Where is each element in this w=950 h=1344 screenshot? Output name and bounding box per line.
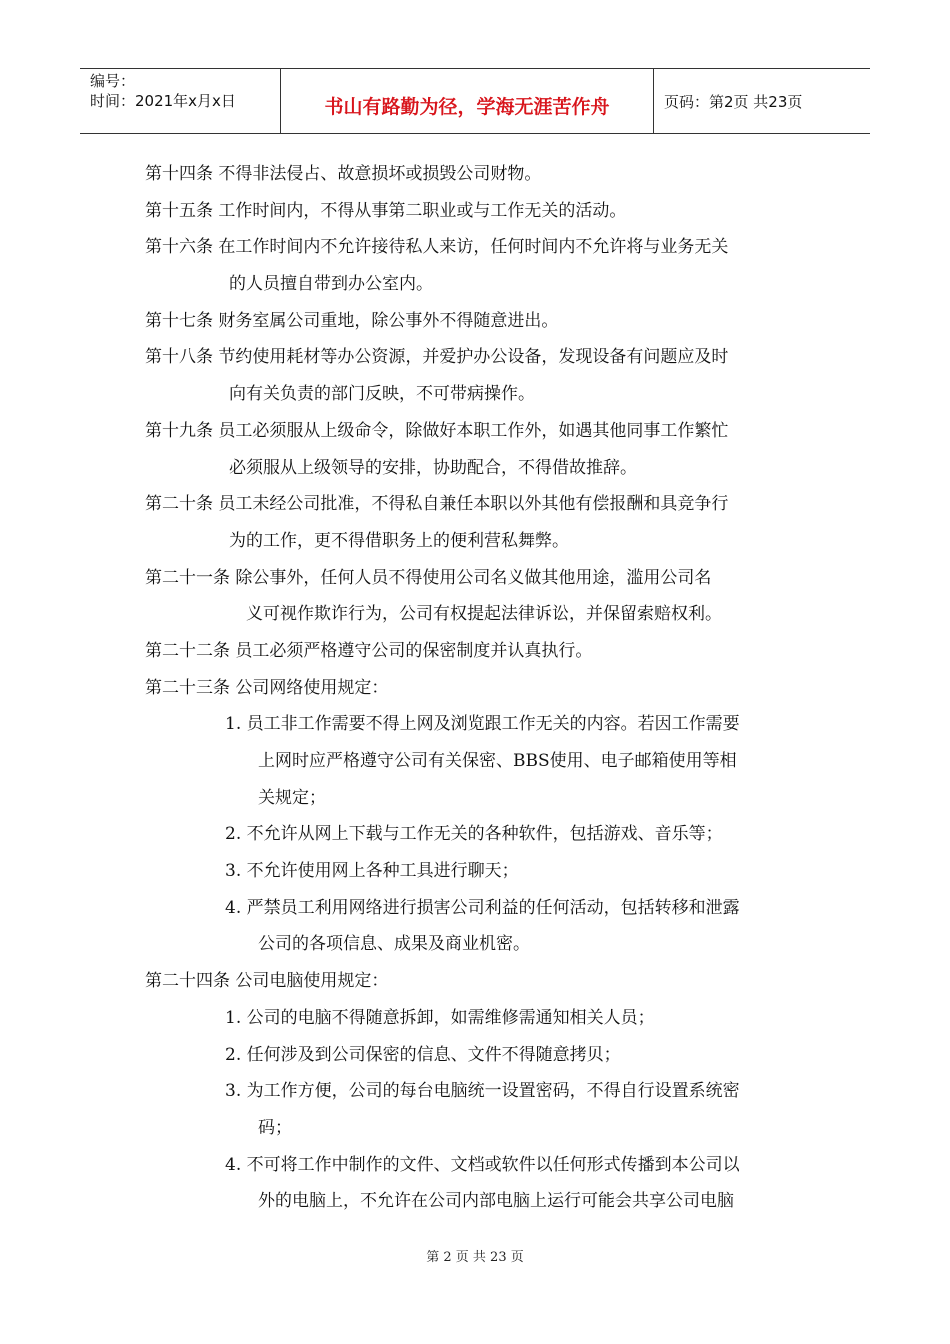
header-page-info: 页码：第2页 共23页: [664, 92, 803, 111]
article-22: 第二十二条 员工必须严格遵守公司的保密制度并认真执行。: [145, 640, 593, 661]
article-24-item-2: 2. 任何涉及到公司保密的信息、文件不得随意拷贝；: [225, 1044, 621, 1065]
article-21: 第二十一条 除公事外，任何人员不得使用公司名义做其他用途，滥用公司名: [145, 567, 712, 588]
article-18-continuation: 向有关负责的部门反映，不可带病操作。: [229, 384, 535, 405]
article-24-item-4: 4. 不可将工作中制作的文件、文档或软件以任何形式传播到本公司以: [225, 1154, 740, 1175]
article-18: 第十八条 节约使用耗材等办公资源，并爱护办公设备，发现设备有问题应及时: [145, 347, 729, 368]
article-24-item-3: 3. 为工作方便，公司的每台电脑统一设置密码，不得自行设置系统密: [225, 1081, 740, 1102]
article-23: 第二十三条 公司网络使用规定：: [145, 677, 389, 698]
article-23-item-2: 2. 不允许从网上下载与工作无关的各种软件，包括游戏、音乐等；: [225, 824, 723, 845]
article-16: 第十六条 在工作时间内不允许接待私人来访，任何时间内不允许将与业务无关: [145, 237, 729, 258]
article-15: 第十五条 工作时间内，不得从事第二职业或与工作无关的活动。: [145, 200, 627, 221]
document-body: [145, 156, 815, 1220]
article-23-item-1: 1. 员工非工作需要不得上网及浏览跟工作无关的内容。若因工作需要: [225, 714, 740, 735]
article-20-continuation: 为的工作，更不得借职务上的便利营私舞弊。: [229, 530, 569, 551]
article-14: 第十四条 不得非法侵占、故意损坏或损毁公司财物。: [145, 164, 542, 184]
article-23-item-1-continuation: 上网时应严格遵守公司有关保密、BBS使用、电子邮箱使用等相: [258, 751, 737, 771]
article-24-item-1: 1. 公司的电脑不得随意拆卸，如需维修需通知相关人员；: [225, 1007, 655, 1028]
article-24-item-3-continuation: 码；: [258, 1117, 292, 1138]
article-24: 第二十四条 公司电脑使用规定：: [145, 971, 389, 992]
header-motto: 书山有路勤为径，学海无涯苦作舟: [280, 69, 654, 133]
article-16-continuation: 的人员擅自带到办公室内。: [229, 274, 433, 295]
header-meta: [80, 69, 280, 133]
page-footer-number: 第 2 页 共 23 页: [426, 1250, 524, 1265]
page-header: [80, 68, 870, 134]
article-23-item-1-continuation: 关规定；: [258, 787, 326, 808]
article-23-item-4-continuation: 公司的各项信息、成果及商业机密。: [258, 934, 530, 955]
article-19: 第十九条 员工必须服从上级命令，除做好本职工作外，如遇其他同事工作繁忙: [145, 420, 729, 441]
article-19-continuation: 必须服从上级领导的安排，协助配合，不得借故推辞。: [229, 457, 637, 478]
article-20: 第二十条 员工未经公司批准，不得私自兼任本职以外其他有偿报酬和具竞争行: [145, 494, 729, 515]
article-17: 第十七条 财务室属公司重地，除公事外不得随意进出。: [145, 310, 559, 331]
article-24-item-4-continuation: 外的电脑上，不允许在公司内部电脑上运行可能会共享公司电脑: [258, 1191, 734, 1212]
document-code-label: 编号：: [90, 72, 136, 90]
document-time: 时间：2021年x月x日: [90, 92, 236, 110]
article-23-item-3: 3. 不允许使用网上各种工具进行聊天；: [225, 861, 519, 882]
article-21-continuation: 义可视作欺诈行为，公司有权提起法律诉讼，并保留索赔权利。: [246, 604, 722, 625]
article-23-item-4: 4. 严禁员工利用网络进行损害公司利益的任何活动，包括转移和泄露: [225, 897, 740, 918]
